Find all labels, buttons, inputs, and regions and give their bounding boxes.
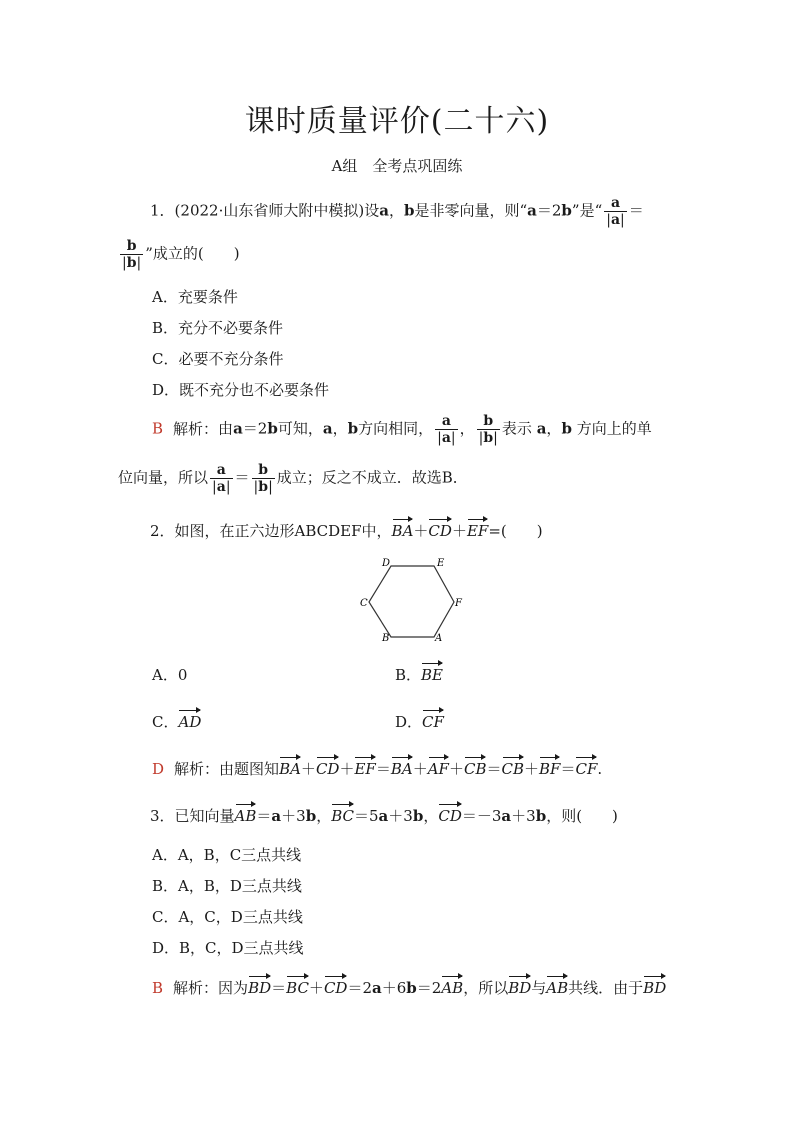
q2-option-d: D．CF [395, 713, 444, 731]
q2-option-c: C．AD [152, 713, 202, 731]
hex-label-e: E [437, 558, 445, 569]
page-title: 课时质量评价(二十六) [244, 104, 550, 139]
hexagon-figure [355, 555, 470, 645]
hex-label-a: A [435, 633, 443, 644]
q2-answer: D [152, 760, 165, 778]
q1-stem: 1．(2022·山东省师大附中模拟)设a，b是非零向量，则“a＝2b”是“ $\frac{a}{|a|}$ ＝ [150, 195, 644, 229]
q1-stem-cont: $\frac{b}{|b|}$ ”成立的( ) [122, 238, 240, 272]
hexagon-shape [369, 566, 454, 637]
q3-analysis: B 解析：因为BD＝BC＋CD＝2a＋6b＝2AB，所以BD与AB共线．由于BD [152, 979, 667, 997]
q3-option-b: B．A，B，D三点共线 [152, 877, 302, 895]
q1-answer: B [152, 419, 164, 438]
q1-analysis-cont: 位向量，所以 $\frac{a}{|a|}$ ＝ $\frac{b}{|b|}$ 成立；反之不成立．故选B． [118, 462, 468, 496]
q2-analysis: D 解析：由题图知BA＋CD＋EF＝BA＋AF＋CB＝CB＋BF＝CF. [152, 760, 603, 778]
q2-option-b: B．BE [395, 666, 444, 684]
hex-label-f: F [455, 598, 462, 609]
q1-analysis: B 解析：由a＝2b可知，a，b方向相同， $\frac{a}{|a|}$ ， $\frac{b}{|b|}$ 表示 a，b 方向上的单 [152, 413, 652, 447]
section-subtitle: A组 全考点巩固练 [331, 157, 463, 175]
q3-stem: 3．已知向量AB＝a＋3b，BC＝5a＋3b，CD＝－3a＋3b，则( ) [150, 807, 618, 825]
hex-label-c: C [360, 598, 368, 609]
q3-option-a: A．A，B，C三点共线 [152, 846, 302, 864]
q1-option-a: A．充要条件 [152, 288, 238, 306]
hex-label-b: B [382, 633, 390, 644]
q3-answer: B [152, 979, 164, 997]
q1-option-c: C．必要不充分条件 [152, 350, 284, 368]
q3-option-d: D．B，C，D三点共线 [152, 939, 304, 957]
q1-option-d: D．既不充分也不必要条件 [152, 381, 330, 399]
hex-label-d: D [382, 558, 391, 569]
q3-option-c: C．A，C，D三点共线 [152, 908, 303, 926]
q2-stem: 2．如图，在正六边形ABCDEF中，BA＋CD＋EF=( ) [150, 522, 543, 540]
q2-option-a: A．0 [152, 666, 188, 684]
q1-option-b: B．充分不必要条件 [152, 319, 284, 337]
